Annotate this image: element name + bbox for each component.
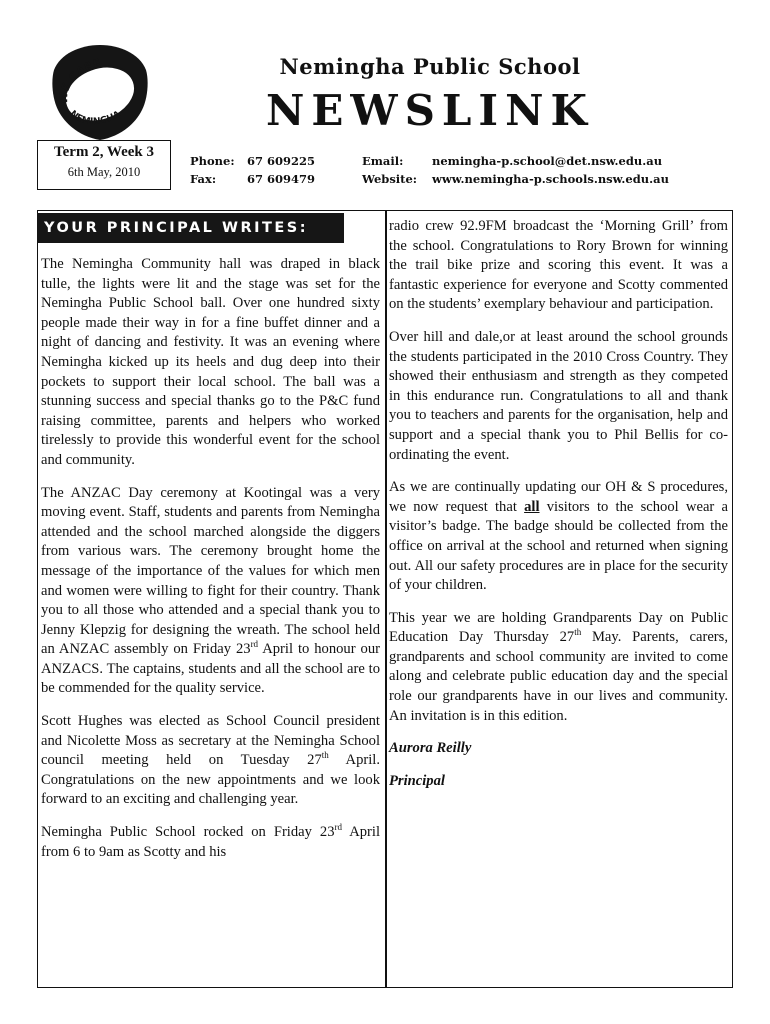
signature-title: Principal	[389, 772, 445, 789]
term-label: Term 2, Week 3	[54, 144, 154, 160]
website-url[interactable]: www.nemingha-p.schools.nsw.edu.au	[432, 172, 669, 186]
contact-email-web	[362, 152, 669, 188]
logo-school-text: NEMINGHA	[67, 108, 123, 128]
right-column	[389, 217, 728, 804]
issue-date: 6th May, 2010	[67, 165, 141, 179]
radio-paragraph-end: radio crew 92.9FM broadcast the ‘Morning Grill’ from the school. Congratulations to Rory Brown for winning the trail bike prize and scoring this event. It was a fantastic experience for everyone and Scotty commented on the students’ exemplary behaviour and participation.	[389, 218, 728, 313]
anzac-paragraph: The ANZAC Day ceremony at Kootingal was a very moving event. Staff, students and parents from Nemingha attended and the school marched alongside the diggers from various wars. The ceremony brought home the message of the importance of the values for which men and women were willing to fight for their country. Thank you to all those who attended and a special thank you to Jenny Klepzig for designing the wreath. The school held an ANZAC assembly on Friday 23rd April to honour our ANZACS. The captains, students and all the school are to be commended for the quality service.	[41, 484, 380, 697]
phone-label: Phone:	[190, 154, 235, 168]
ball-paragraph: The Nemingha Community hall was draped in black tulle, the lights were lit and the stage was set for the Nemingha Public School ball. Over one hundred sixty people made their way in for a fine buffet dinner and a night of dancing and festivity. It was an evening where Nemingha kicked up its heels and dug deep into their pockets to support their local school. The ball was a stunning success and special thanks go to the P&C fund raising committee, parents and helpers who worked tirelessly to provide this wonderful event for the school and community.	[41, 256, 380, 468]
fax-number: 67 609479	[247, 172, 316, 186]
email-address[interactable]: nemingha-p.school@det.nsw.edu.au	[432, 154, 663, 168]
grandparents-day-paragraph: This year we are holding Grandparents Day on Public Education Day Thursday 27th May. Parents, carers, grandparents and school community are invited to come along and celebrate public education day and the special role our grandparents have in our lives and community. An invitation is in this edition.	[389, 609, 728, 724]
fax-label: Fax:	[190, 172, 217, 186]
website-label: Website:	[362, 172, 418, 186]
section-heading: YOUR PRINCIPAL WRITES:	[37, 213, 344, 243]
radio-paragraph-start: Nemingha Public School rocked on Friday 23rd April from 6 to 9am as Scotty and his	[41, 822, 380, 860]
logo-motto-text: WE CARE	[57, 56, 103, 105]
school-name: Nemingha Public School	[279, 54, 581, 79]
email-label: Email:	[362, 154, 404, 168]
council-paragraph: Scott Hughes was elected as School Council president and Nicolette Moss as secretary at the Nemingha School council meeting held on Tuesday 27th April. Congratulations on the new appointments and we look forward to an exciting and challenging year.	[41, 713, 380, 808]
column-divider	[385, 210, 387, 988]
contact-phone-fax	[190, 152, 315, 188]
newsletter-title: NEWSLINK	[266, 86, 594, 135]
school-crest-logo	[50, 42, 150, 142]
phone-number: 67 609225	[247, 154, 316, 168]
left-column	[41, 255, 380, 875]
visitor-badge-paragraph: As we are continually updating our OH & S procedures, we now request that all visitors to the school wear a visitor’s badge. The badge should be collected from the office on arrival at the school and returned when signing out. All our safety procedures are in place for the security of your children.	[389, 479, 728, 594]
signature-name: Aurora Reilly	[389, 740, 472, 757]
cross-country-paragraph: Over hill and dale,or at least around the school grounds the students participated in the 2010 Cross Country. They showed their enthusiasm and strength as they competed in this endurance run. Congratulations to all and thank you to teachers and parents for the organisation, help and support and a special thank you to Phil Bellis for co-ordinating the event.	[389, 328, 728, 463]
term-box	[37, 140, 171, 190]
